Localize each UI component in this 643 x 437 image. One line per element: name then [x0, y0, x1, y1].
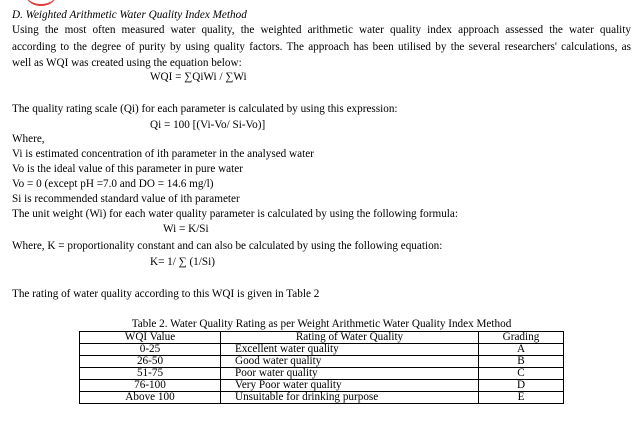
table-row	[80, 392, 564, 404]
table-caption: Table 2. Water Quality Rating as per Weight Arithmetic Water Quality Index Method	[131, 318, 512, 330]
table-row	[80, 344, 564, 356]
cell-wqi-value: Above 100	[80, 392, 221, 404]
header-wqi-value: WQI Value	[80, 332, 221, 344]
header-rating: Rating of Water Quality	[221, 332, 479, 344]
cell-wqi-value: 0-25	[80, 344, 221, 356]
cell-rating: Poor water quality	[221, 368, 479, 380]
equation-k: K= 1/ ∑ (1/Si)	[150, 256, 215, 268]
cell-grading: D	[479, 380, 564, 392]
cell-rating: Very Poor water quality	[221, 380, 479, 392]
table-reference-text: The rating of water quality according to this WQI is given in Table 2	[12, 288, 320, 300]
cell-grading: A	[479, 344, 564, 356]
cell-rating: Excellent water quality	[221, 344, 479, 356]
table-header-row	[80, 332, 564, 344]
table-row	[80, 368, 564, 380]
cell-rating: Unsuitable for drinking purpose	[221, 392, 479, 404]
cell-rating: Good water quality	[221, 356, 479, 368]
where-k-text: Where, K = proportionality constant and can also be calculated by using the following equation:	[12, 240, 443, 252]
definition-si: Si is recommended standard value of ith parameter	[12, 193, 240, 205]
where-label: Where,	[12, 133, 45, 145]
cell-grading: B	[479, 356, 564, 368]
intro-line-3: well as WQI was created using the equation below:	[12, 57, 242, 69]
table-row	[80, 356, 564, 368]
cell-wqi-value: 76-100	[80, 380, 221, 392]
cell-grading: C	[479, 368, 564, 380]
cell-wqi-value: 26-50	[80, 356, 221, 368]
equation-wi: Wi = K/Si	[163, 223, 209, 235]
equation-qi: Qi = 100 [(Vi-Vo/ Si-Vo)]	[150, 119, 266, 131]
equation-wqi: WQI = ∑QiWi / ∑Wi	[150, 71, 247, 83]
definition-vo-value: Vo = 0 (except pH =7.0 and DO = 14.6 mg/l)	[12, 178, 214, 190]
decorative-arc	[24, 0, 58, 6]
header-grading: Grading	[479, 332, 564, 344]
definition-vi: Vi is estimated concentration of ith parameter in the analysed water	[12, 148, 314, 160]
quality-rating-text: The quality rating scale (Qi) for each parameter is calculated by using this expression:	[12, 103, 398, 115]
cell-wqi-value: 51-75	[80, 368, 221, 380]
section-title: D. Weighted Arithmetic Water Quality Index Method	[12, 9, 247, 21]
cell-grading: E	[479, 392, 564, 404]
definition-vo: Vo is the ideal value of this parameter in pure water	[12, 163, 243, 175]
table-row	[80, 380, 564, 392]
unit-weight-text: The unit weight (Wi) for each water quality parameter is calculated by using the following formula:	[12, 208, 458, 220]
water-quality-rating-table	[79, 331, 564, 404]
intro-line-1: Using the most often measured water quality, the weighted arithmetic water quality index approach assessed the water quality	[12, 24, 631, 36]
intro-line-2: according to the degree of purity by using quality factors. The approach has been utilised by the several researchers' calculations, as	[12, 41, 631, 53]
